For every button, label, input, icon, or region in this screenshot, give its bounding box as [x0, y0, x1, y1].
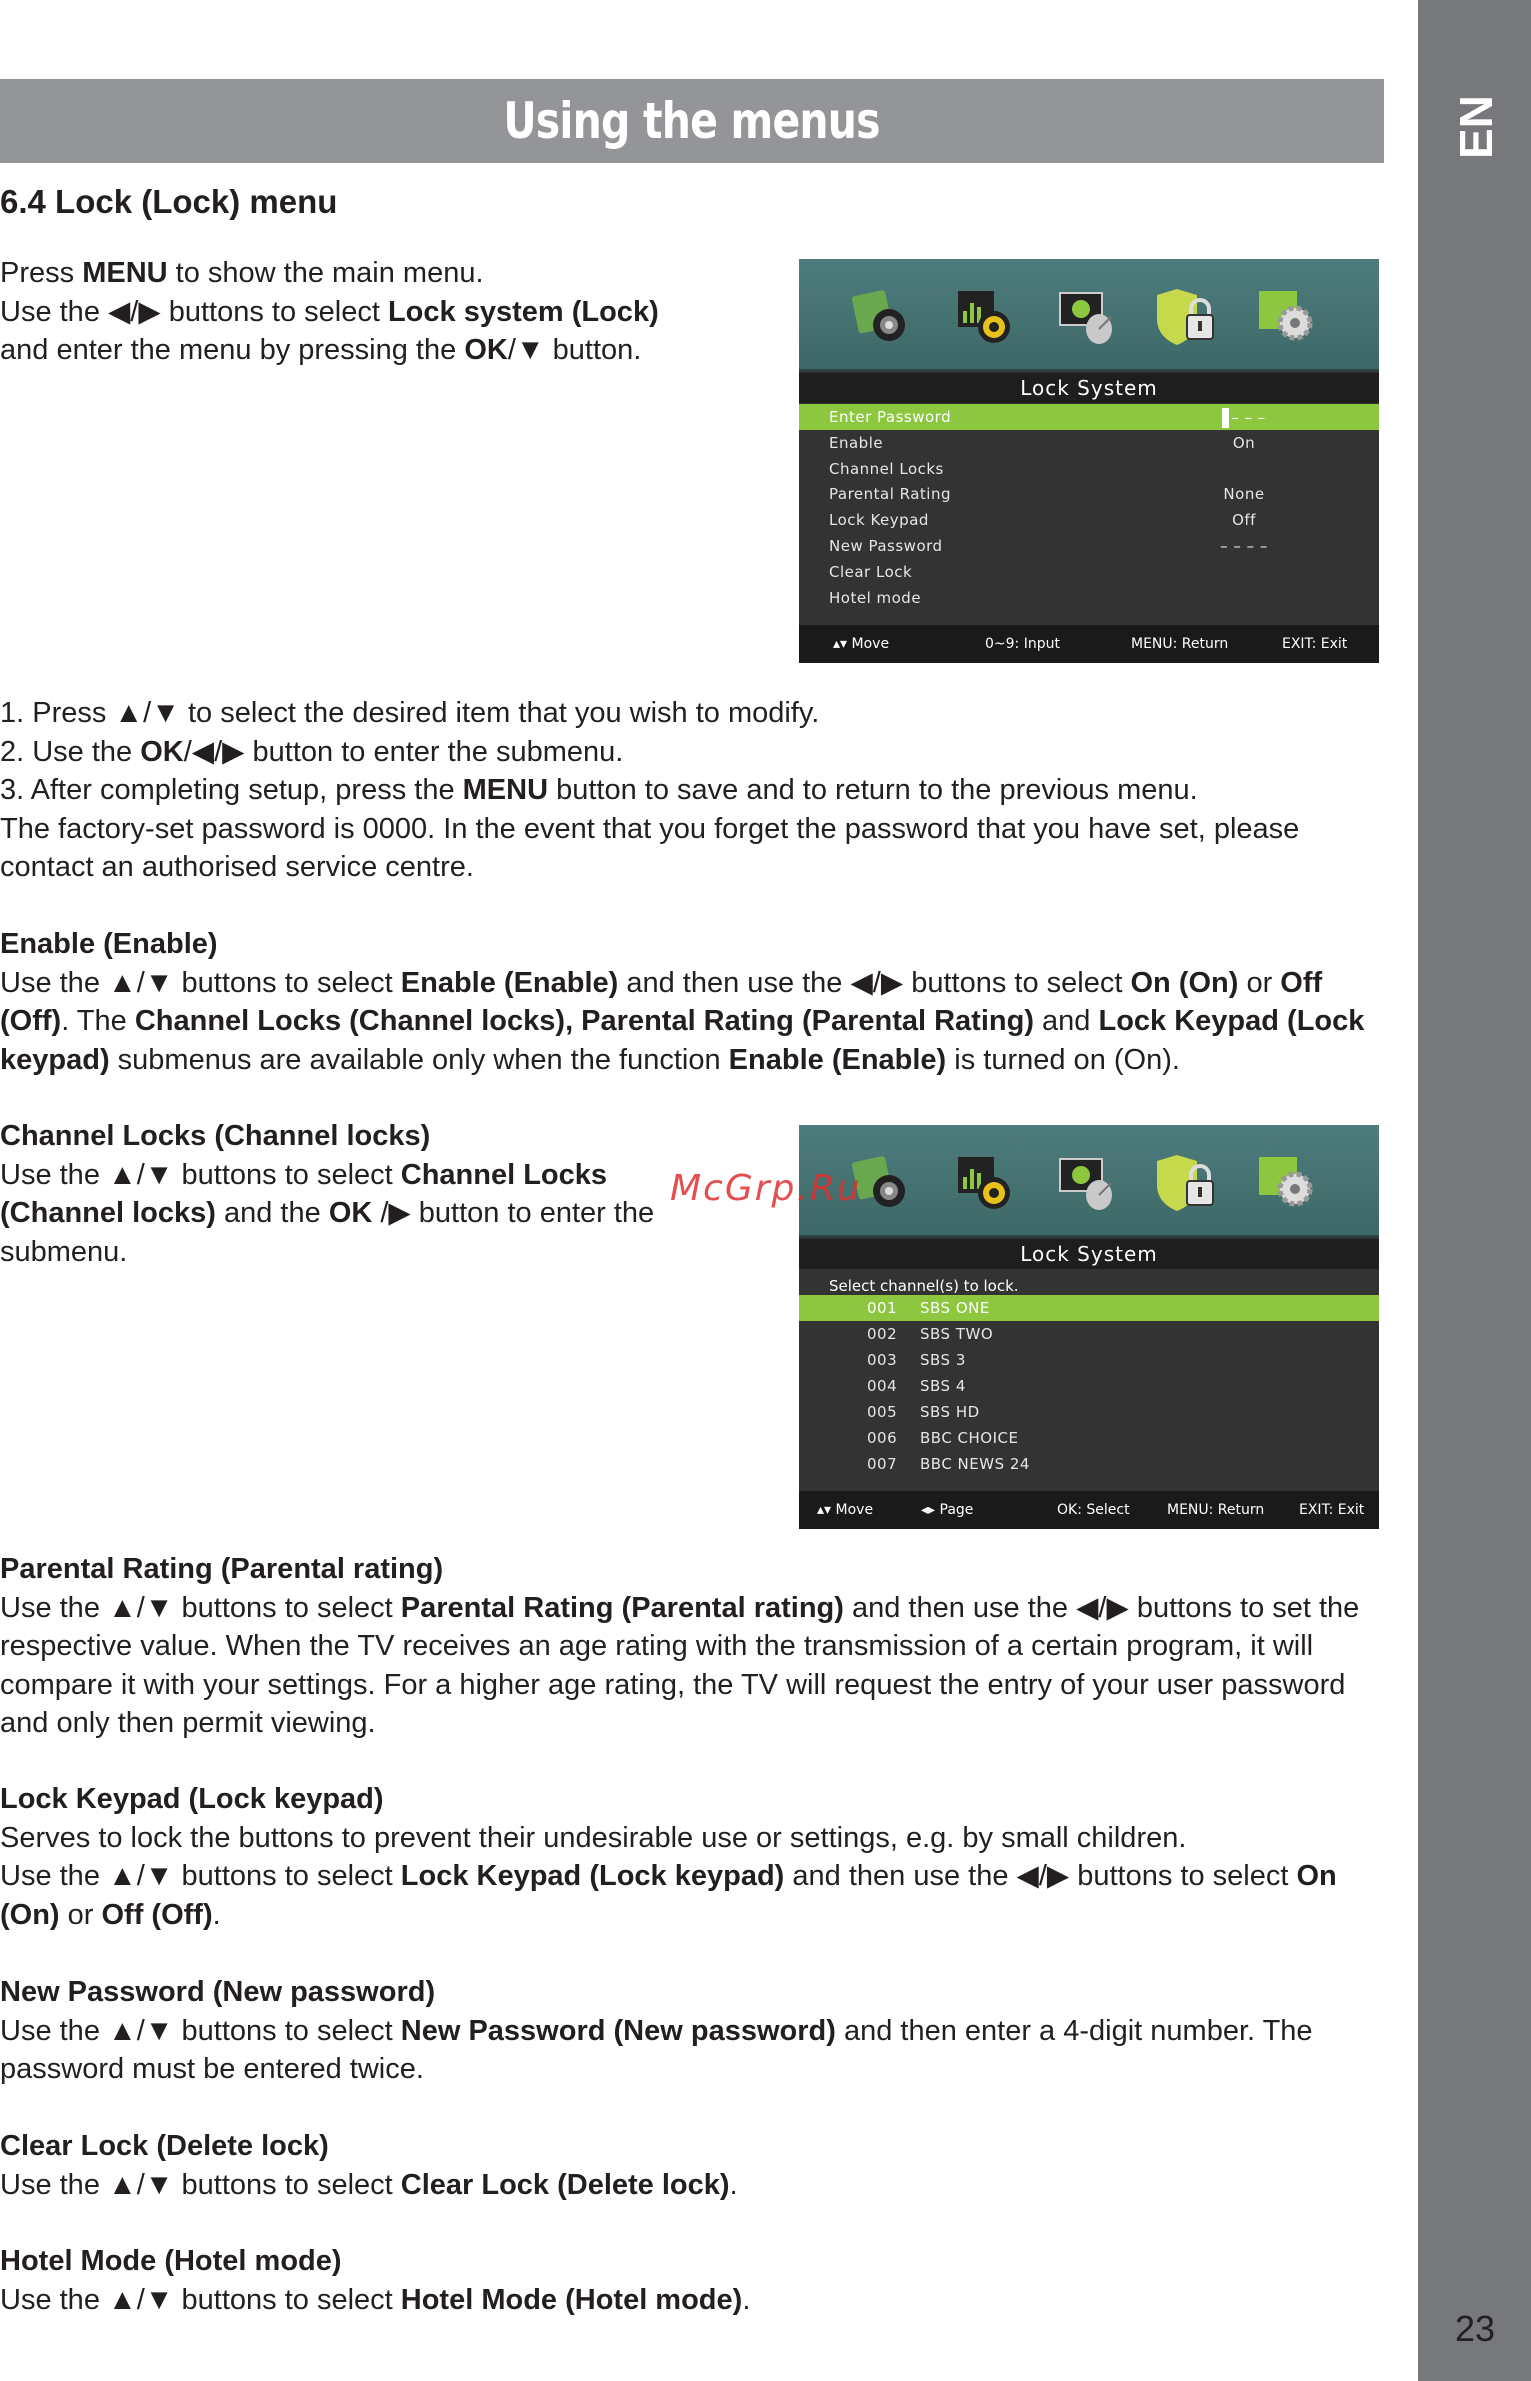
channel-number: 007: [867, 1455, 898, 1473]
lock-menu-item[interactable]: [799, 559, 1379, 585]
lock-menu-item[interactable]: [799, 585, 1379, 611]
hotel-mode-heading: Hotel Mode (Hotel mode): [0, 2245, 342, 2277]
channel-list-item[interactable]: [799, 1295, 1379, 1321]
input-hint: 0~9: Input: [985, 636, 1060, 652]
return-hint: MENU: Return: [1167, 1502, 1265, 1518]
menu-item-label: Channel Locks: [829, 459, 944, 478]
channel-number: 006: [867, 1429, 898, 1447]
move-hint: ▴▾ Move: [833, 636, 890, 652]
lock-menu-item[interactable]: [799, 507, 1379, 533]
menu-item-label: Lock Keypad: [829, 511, 929, 530]
new-password-section: New Password (New password) Use the ▲/▼ buttons to select New Password (New password) and then enter a 4-digit number. The password must be entered twice.: [0, 1973, 1380, 2089]
menu-item-label: Enable: [829, 433, 884, 452]
page-hint: ◂▸ Page: [921, 1502, 974, 1518]
sound-menu-icon: [954, 285, 1018, 347]
lock-keypad-heading: Lock Keypad (Lock keypad): [0, 1783, 384, 1815]
setup-menu-icon: [1257, 285, 1321, 347]
menu-item-label: Hotel mode: [829, 588, 922, 607]
menu-item-value: Off: [1232, 511, 1256, 530]
intro-paragraph: Press MENU to show the main menu. Use the ◀/▶ buttons to select Lock system (Lock) and enter the menu by pressing the OK/▼ button.: [0, 257, 659, 366]
channel-name: SBS HD: [920, 1403, 980, 1421]
channel-number: 002: [867, 1325, 898, 1343]
sound-menu-icon: [954, 1151, 1018, 1213]
steps-paragraph: 1. Press ▲/▼ to select the desired item that you wish to modify. 2. Use the OK/◀/▶ button to enter the submenu. 3. After completing setup, press the MENU button to save and to return to the previous menu. The factory-set password is 0000. In the event that you forget the password that you have set, please contact an authorised service centre.: [0, 697, 1300, 883]
channel-number: 001: [867, 1299, 898, 1317]
screen-footer: [799, 1491, 1379, 1529]
channel-number: 005: [867, 1403, 898, 1421]
menu-item-label: Clear Lock: [829, 562, 913, 581]
language-sidebar: [1418, 0, 1531, 2381]
lock-menu-item[interactable]: [799, 430, 1379, 456]
menu-item-value: On: [1232, 433, 1256, 452]
lock-menu-item[interactable]: [799, 456, 1379, 482]
lock-keypad-section: Lock Keypad (Lock keypad) Serves to lock the buttons to prevent their undesirable use or settings, e.g. by small children. Use the ▲/▼ buttons to select Lock Keypad (Lock keypad) and then use the ◀/▶ buttons to select On (On) or Off (Off).: [0, 1780, 1380, 1934]
hotel-mode-section: Hotel Mode (Hotel mode) Use the ▲/▼ buttons to select Hotel Mode (Hotel mode).: [0, 2242, 1380, 2319]
menu-item-value: None: [1223, 485, 1265, 504]
channel-locks-heading: Channel Locks (Channel locks): [0, 1120, 431, 1152]
screen-title: Lock System: [799, 373, 1379, 403]
setup-menu-icon: [1257, 1151, 1321, 1213]
channel-number: 003: [867, 1351, 898, 1369]
screen-title: Lock System: [799, 1239, 1379, 1269]
lock-menu-icon: [1155, 1151, 1219, 1213]
channel-name: SBS 3: [920, 1351, 966, 1369]
channel-list-item[interactable]: [799, 1347, 1379, 1373]
menu-item-label: Parental Rating: [829, 485, 952, 504]
channel-name: BBC NEWS 24: [920, 1455, 1030, 1473]
section-title: 6.4 Lock (Lock) menu: [0, 183, 338, 220]
lock-menu-icon: [1155, 285, 1219, 347]
channel-list-item[interactable]: [799, 1399, 1379, 1425]
lock-menu-item[interactable]: [799, 533, 1379, 559]
menu-item-value: – – – –: [1220, 537, 1268, 555]
screen-instruction: Select channel(s) to lock.: [829, 1277, 1019, 1295]
menu-item-label: New Password: [829, 537, 943, 555]
select-hint: OK: Select: [1057, 1502, 1130, 1518]
page-number: 23: [1454, 2308, 1496, 2349]
menu-icon-bar: [799, 259, 1379, 371]
channel-list-item[interactable]: [799, 1425, 1379, 1451]
watermark: McGrp.Ru: [670, 1168, 862, 1209]
channel-menu-icon: [1057, 285, 1121, 347]
channel-name: SBS TWO: [920, 1325, 994, 1343]
lock-system-screen: [799, 259, 1379, 663]
move-hint: ▴▾ Move: [817, 1502, 874, 1518]
parental-rating-section: Parental Rating (Parental rating) Use the ▲/▼ buttons to select Parental Rating (Parental rating) and then use the ◀/▶ buttons to set the respective value. When the TV receives an age rating with the transmission of a certain program, it will compare it with your settings. For a higher age rating, the TV will request the entry of your user password and only then permit viewing.: [0, 1550, 1380, 1743]
lock-menu-item[interactable]: [799, 404, 1379, 430]
channel-lock-screen: [799, 1125, 1379, 1529]
page-title: Using the menus: [503, 92, 881, 150]
menu-item-label: Enter Password: [829, 408, 952, 426]
exit-hint: EXIT: Exit: [1282, 636, 1348, 652]
parental-rating-heading: Parental Rating (Parental rating): [0, 1553, 444, 1585]
channel-name: SBS ONE: [920, 1299, 990, 1317]
menu-item-value: [1219, 408, 1269, 428]
channel-list-item[interactable]: [799, 1451, 1379, 1477]
enable-heading: Enable (Enable): [0, 928, 218, 960]
text-cursor: [1222, 408, 1229, 428]
exit-hint: EXIT: Exit: [1299, 1502, 1365, 1518]
password-placeholder: – – –: [1231, 408, 1266, 427]
channel-name: BBC CHOICE: [920, 1429, 1019, 1447]
channel-list-item[interactable]: [799, 1373, 1379, 1399]
menu-icon-bar: [799, 1125, 1379, 1237]
language-label: EN: [1450, 95, 1502, 159]
clear-lock-section: Clear Lock (Delete lock) Use the ▲/▼ buttons to select Clear Lock (Delete lock).: [0, 2127, 1380, 2204]
enable-section: Enable (Enable) Use the ▲/▼ buttons to select Enable (Enable) and then use the ◀/▶ buttons to select On (On) or Off (Off). The Channel Locks (Channel locks), Parental Rating (Parental Rating) and Lock Keypad (Lock keypad) submenus are available only when the function Enable (Enable) is turned on (On).: [0, 925, 1380, 1079]
channel-list-item[interactable]: [799, 1321, 1379, 1347]
header-banner: [0, 79, 1384, 163]
screen-footer: [799, 625, 1379, 663]
picture-menu-icon: [851, 285, 915, 347]
channel-number: 004: [867, 1377, 898, 1395]
return-hint: MENU: Return: [1131, 636, 1229, 652]
lock-menu-item[interactable]: [799, 481, 1379, 507]
clear-lock-heading: Clear Lock (Delete lock): [0, 2130, 329, 2162]
channel-name: SBS 4: [920, 1377, 966, 1395]
channel-menu-icon: [1057, 1151, 1121, 1213]
channel-locks-section: Channel Locks (Channel locks) Use the ▲/▼ buttons to select Channel Locks (Channel locks) and the OK /▶ button to enter the submenu.: [0, 1117, 690, 1271]
new-password-heading: New Password (New password): [0, 1976, 436, 2008]
